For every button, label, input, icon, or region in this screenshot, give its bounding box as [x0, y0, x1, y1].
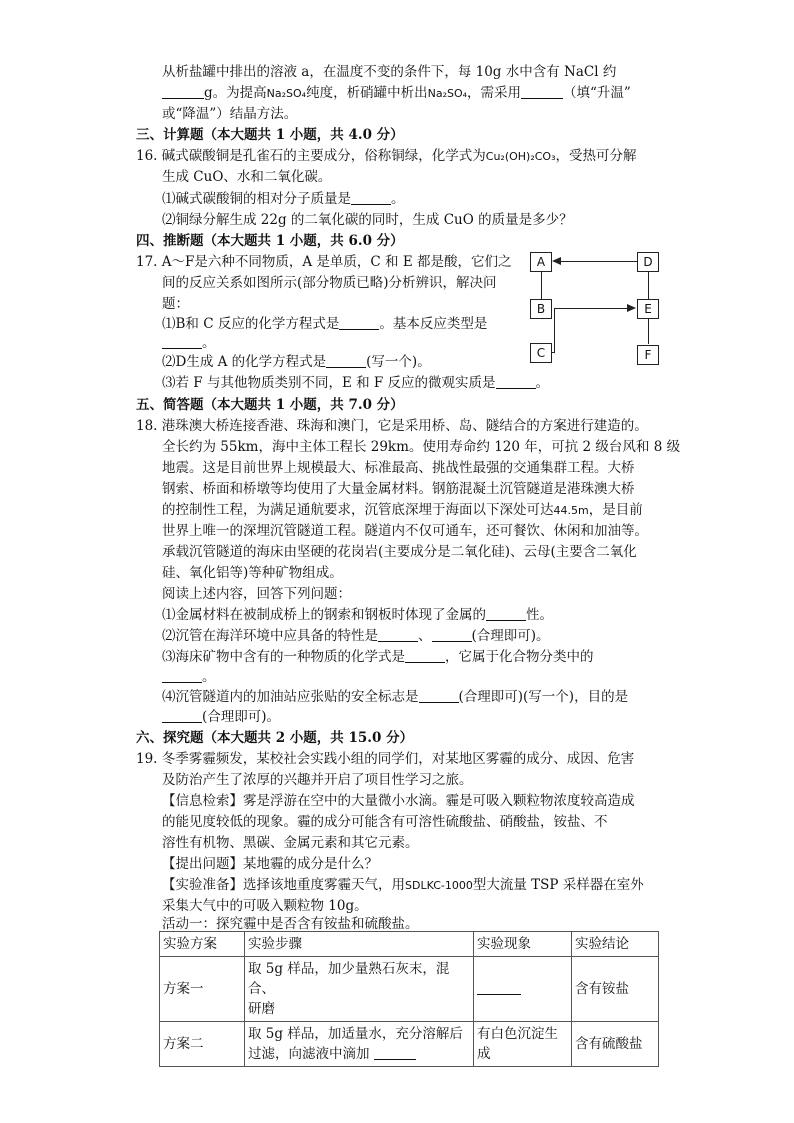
answer-blank[interactable]: [339, 315, 379, 330]
node-a: A: [530, 252, 552, 272]
answer-blank[interactable]: [419, 688, 459, 703]
table-cell: 含有硫酸盐: [572, 1022, 659, 1067]
section-heading: 五、简答题（本大题共 1 小题，共 7.0 分）: [136, 397, 404, 413]
question-text: 活动一：探究霾中是否含有铵盐和硫酸盐。: [162, 916, 419, 932]
sub-question: ⑴金属材料在被制成桥上的钢索和钢板时体现了金属的 性。: [162, 607, 553, 623]
question-16: 16. 碱式碳酸铜是孔雀石的主要成分，俗称铜绿，化学式为Cu₂(OH)₂CO₃，受热可分解: [136, 148, 637, 164]
question-text: 溶性有机物、黑碳、金属元素和其它元素。: [162, 835, 419, 851]
section-heading: 四、推断题（本大题共 1 小题，共 6.0 分）: [136, 233, 404, 249]
question-text: 承载沉管隧道的海床由坚硬的花岗岩(主要成分是二氧化硅)、云母(主要含二氧化: [162, 544, 637, 560]
table-header: 实验方案: [160, 932, 245, 957]
question-text: 地震。这是目前世界上规模最大、标准最高、挑战性最强的交通集群工程。大桥: [162, 460, 635, 476]
table-header: 实验步骤: [245, 932, 474, 957]
edge-d-e: [648, 270, 649, 300]
question-19: 19. 冬季雾霾频发，某校社会实践小组的同学们，对某地区雾霾的成分、成因、危害: [136, 751, 635, 767]
table-cell: 含有铵盐: [572, 957, 659, 1022]
question-text: 生成 CuO、水和二氧化碳。: [162, 169, 332, 185]
question-text: 阅读上述内容，回答下列问题：: [162, 586, 351, 602]
question-text: 题：: [162, 296, 189, 312]
sub-question: ⑴碱式碳酸铜的相对分子质量是 。: [162, 191, 405, 207]
sub-question: 。: [162, 333, 216, 353]
question-text: 及防治产生了浓厚的兴趣并开启了项目性学习之旅。: [162, 772, 473, 788]
section-heading: 六、探究题（本大题共 2 小题，共 15.0 分）: [136, 730, 414, 746]
answer-blank[interactable]: [405, 648, 445, 663]
answer-blank[interactable]: [496, 374, 536, 389]
edge-a-b: [541, 270, 542, 300]
answer-blank[interactable]: [162, 708, 202, 723]
table-cell: 有白色沉淀生 成: [474, 1022, 572, 1067]
question-text: 钢索、桥面和桥墩等均使用了大量金属材料。钢筋混凝土沉管隧道是港珠澳大桥: [162, 481, 635, 497]
question-text: 全长约为 55km，海中主体工程长 29km。使用寿命约 120 年，可抗 2 级台风和 8 级: [162, 439, 681, 455]
answer-blank[interactable]: [486, 606, 526, 621]
experiment-table: [159, 931, 659, 1067]
sub-question: 。: [162, 667, 216, 687]
sub-question: ⑴B和 C 反应的化学方程式是 。基本反应类型是: [162, 316, 488, 332]
sub-question: (合理即可)。: [162, 707, 280, 727]
answer-blank[interactable]: [521, 84, 563, 99]
sub-question: ⑵D生成 A 的化学方程式是 (写一个)。: [162, 354, 431, 370]
question-text: 【信息检索】雾是浮游在空中的大量微小水滴。霾是可吸入颗粒物浓度较高造成: [162, 793, 635, 809]
table-cell: 方案一: [160, 957, 245, 1022]
table-row: [160, 957, 659, 1022]
question-text: 硅、氧化铝等)等种矿物组成。: [162, 565, 343, 581]
question-18: 18. 港珠澳大桥连接香港、珠海和澳门，它是采用桥、岛、隧结合的方案进行建造的。: [136, 418, 648, 434]
question-text: 采集大气中的可吸入颗粒物 10g。: [162, 898, 368, 914]
table-cell: 取 5g 样品，加少量熟石灰末，混合、 研磨: [245, 957, 474, 1022]
answer-blank[interactable]: [326, 353, 366, 368]
question-text: 世界上唯一的深埋沉管隧道工程。隧道内不仅可通车，还可餐饮、休闲和加油等。: [162, 523, 648, 539]
table-row: [160, 1022, 659, 1067]
node-e: E: [637, 299, 659, 319]
question-text: 的控制性工程，为满足通航要求，沉管底深埋于海面以下深处可达44.5m，是目前: [162, 502, 643, 518]
node-b: B: [530, 299, 552, 319]
table-header: 实验结论: [572, 932, 659, 957]
node-f: F: [637, 345, 659, 365]
question-17: 17. A～F是六种不同物质，A 是单质，C 和 E 都是酸，它们之: [136, 254, 512, 270]
answer-blank[interactable]: [162, 334, 202, 349]
answer-blank[interactable]: [477, 980, 521, 995]
section-heading: 三、计算题（本大题共 1 小题，共 4.0 分）: [136, 127, 404, 143]
sub-question: ⑶若 F 与其他物质类别不同，E 和 F 反应的微观实质是 。: [162, 375, 550, 391]
node-d: D: [637, 252, 659, 272]
answer-blank[interactable]: [351, 190, 391, 205]
question-text: 间的反应关系如图所示(部分物质已略)分析辨识，解决问: [162, 275, 497, 291]
question-text: 【提出问题】某地霾的成分是什么？: [162, 856, 378, 872]
question-text: 的能见度较低的现象。霾的成分可能含有可溶性硫酸盐、硝酸盐，铵盐、不: [162, 814, 608, 830]
table-header: 实验现象: [474, 932, 572, 957]
answer-blank[interactable]: [162, 84, 204, 99]
edge-b-c: [554, 308, 555, 352]
q15-line: 或“降温”）结晶方法。: [162, 106, 298, 122]
q15-line: g。为提高Na₂SO₄纯度，析硝罐中析出Na₂SO₄，需采用 （填“升温”: [162, 83, 631, 104]
q15-line: 从析盐罐中排出的溶液 a，在温度不变的条件下，每 10g 水中含有 NaCl 约: [162, 64, 617, 80]
answer-blank[interactable]: [378, 627, 418, 642]
edge-d-a: [554, 261, 638, 262]
question-text: 【实验准备】选择该地重度雾霾天气，用SDLKC-1000型大流量 TSP 采样器在室外: [162, 877, 644, 893]
edge-b-e: [554, 308, 628, 309]
sub-question: ⑵铜绿分解生成 22g 的二氧化碳的同时，生成 CuO 的质量是多少？: [162, 212, 573, 228]
answer-blank[interactable]: [162, 668, 202, 683]
sub-question: ⑷沉管隧道内的加油站应张贴的安全标志是 (合理即可)(写一个)，目的是: [162, 689, 629, 705]
table-cell: [474, 957, 572, 1022]
answer-blank[interactable]: [432, 627, 472, 642]
arrow-head: [627, 304, 636, 312]
node-c: C: [530, 343, 552, 363]
answer-blank[interactable]: [374, 1045, 416, 1060]
arrow-head: [552, 257, 561, 265]
table-cell: 方案二: [160, 1022, 245, 1067]
table-cell: 取 5g 样品，加适量水，充分溶解后 过滤，向滤液中滴加: [245, 1022, 474, 1067]
table-header-row: [160, 932, 659, 957]
sub-question: ⑶海床矿物中含有的一种物质的化学式是 ，它属于化合物分类中的: [162, 649, 594, 665]
edge-e-f: [648, 318, 649, 344]
sub-question: ⑵沉管在海洋环境中应具备的特性是 、 (合理即可)。: [162, 628, 550, 644]
